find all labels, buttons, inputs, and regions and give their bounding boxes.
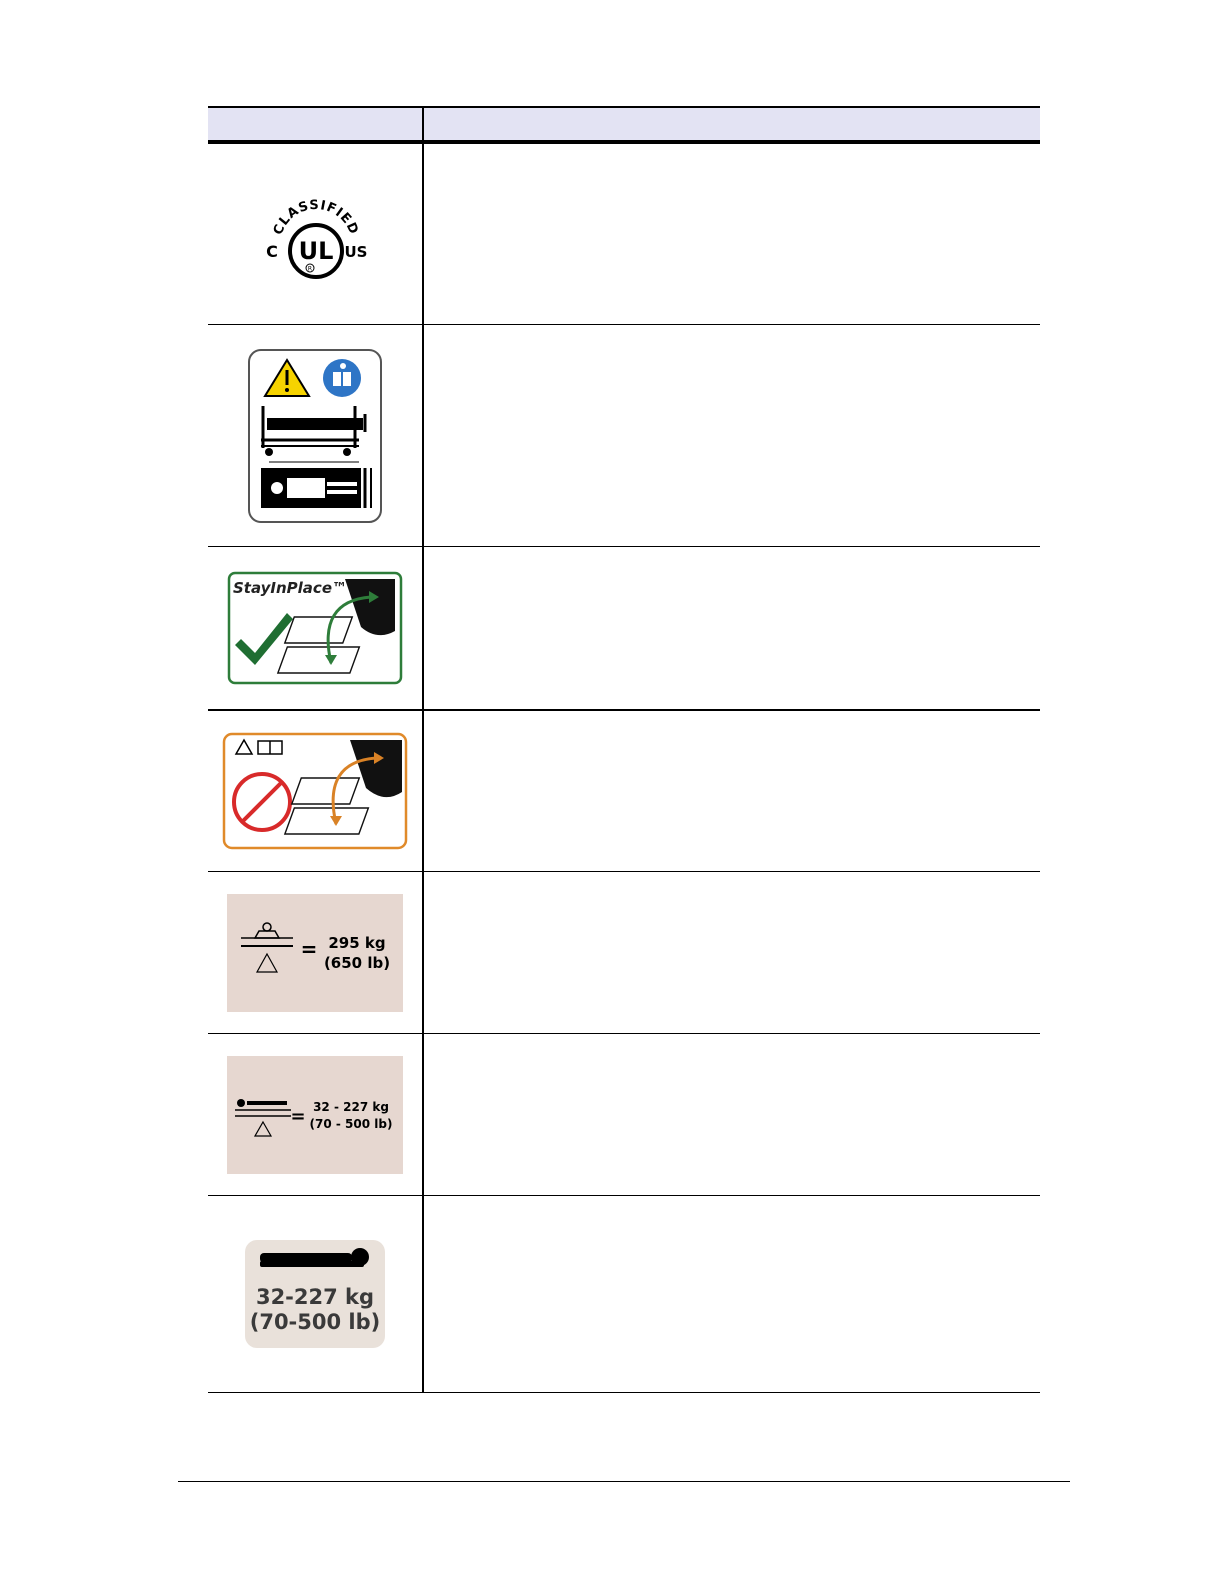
table-header (208, 106, 1040, 144)
ul-classified-icon (260, 189, 370, 281)
symbol-cell-bed (208, 325, 422, 546)
svg-text:32 - 227 kg: 32 - 227 kg (313, 1099, 389, 1114)
improper-fold-icon (222, 732, 408, 850)
svg-text:CLASSIFIED: CLASSIFIED (270, 197, 362, 238)
patient-weight-range-icon (244, 1239, 386, 1349)
svg-text:(70 - 500 lb): (70 - 500 lb) (309, 1116, 393, 1131)
svg-text:UL: UL (298, 237, 334, 265)
svg-text:=: = (300, 936, 318, 961)
symbol-cell-patient-weight (208, 1034, 422, 1195)
svg-text:32-227 kg: 32-227 kg (255, 1285, 375, 1309)
svg-text:C: C (266, 242, 278, 261)
footer-rule (178, 1481, 1070, 1482)
svg-text:(650 lb): (650 lb) (323, 953, 391, 972)
svg-text:=: = (290, 1105, 306, 1127)
symbol-cell-ul (208, 146, 422, 324)
column-divider (422, 144, 424, 1392)
svg-text:StayInPlace™: StayInPlace™ (233, 579, 347, 597)
safe-working-load-icon (227, 894, 403, 1012)
symbol-cell-weight-range (208, 1196, 422, 1392)
svg-text:R: R (307, 265, 313, 273)
symbol-cell-swl (208, 872, 422, 1033)
symbol-cell-stayinplace (208, 547, 422, 709)
svg-text:(70-500 lb): (70-500 lb) (249, 1310, 381, 1334)
table-bottom-rule (208, 1392, 1040, 1393)
patient-weight-icon (227, 1056, 403, 1174)
bed-dimension-icon (247, 348, 383, 524)
header-divider (422, 108, 424, 140)
symbol-cell-improper (208, 711, 422, 871)
svg-text:295 kg: 295 kg (328, 933, 386, 952)
stayinplace-icon (227, 571, 403, 685)
svg-text:US: US (344, 243, 368, 261)
